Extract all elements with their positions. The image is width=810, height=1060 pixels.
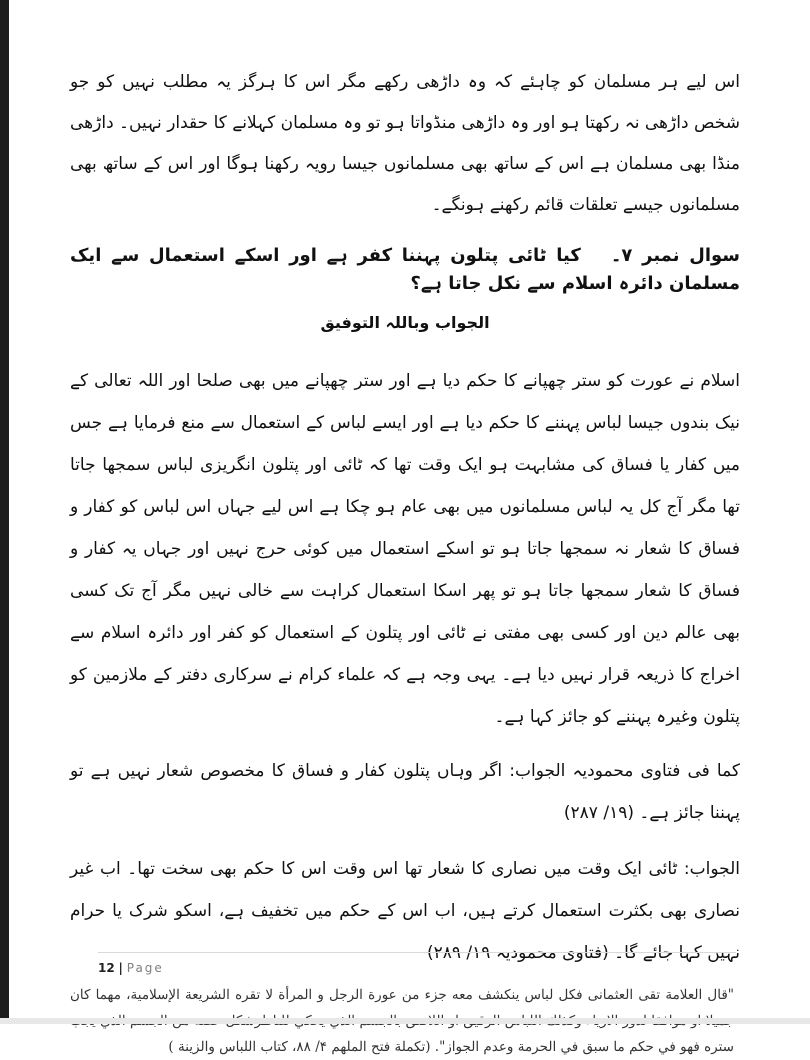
- page-number: 12: [98, 961, 115, 975]
- bottom-frame-edge: [0, 1018, 810, 1024]
- question-text: کیا ٹائی پتلون پہننا کفر ہے اور اسکے استعمال سے ایک مسلمان دائرہ اسلام سے نکل جاتا ہے؟: [70, 245, 740, 294]
- answer-heading: الجواب وباللہ التوفیق: [320, 313, 490, 332]
- question-line: [70, 242, 740, 298]
- intro-paragraph: اس لیے ہر مسلمان کو چاہئے کہ وہ داڑھی رکھے مگر اس کا ہرگز یہ مطلب نہیں کو جو شخص داڑھی نہ رکھتا ہو اور وہ داڑھی منڈواتا ہو تو وہ مسلمان کہلانے کا حقدار نہیں۔ داڑھی منڈا بھی مسلمان ہے اس کے ساتھ بھی مسلمانوں جیسا رویہ رکھنا ہوگا اور اس کے ساتھ بھی مسلمانوں جیسے تعلقات قائم رکھنے ہونگے۔: [70, 72, 740, 215]
- page-word: Page: [126, 961, 164, 975]
- page-number-label: [98, 961, 736, 975]
- fatwa-reference-2: الجواب: ٹائی ایک وقت میں نصاری کا شعار تھا اس وقت اس کا حکم بھی سخت تھا۔ اب غیر نصاری بھی بکثرت استعمال کرتے ہیں، اب اس کے حکم میں تخفیف ہے، اسکو شرک یا حرام نہیں کہا جائے گا۔ (فتاوی محمودیہ ۱۹/ ۲۸۹): [70, 859, 740, 963]
- footer-divider: [98, 952, 736, 953]
- arabic-quote: "قال العلامة تقی العثمانی فکل لباس ینکشف معه جزء من عورة الرجل و المرأة لا تقره الشريعة الإسلامية، مهما كان ستره فهو في حكم ما سبق في الحرمة وعدم الجواز". (تكملة فتح الملهم ۴/ ۸۸، كتاب اللباس والزينة ): [70, 987, 734, 1055]
- page-separator: |: [118, 961, 123, 975]
- document-page: [70, 62, 740, 1060]
- page-footer: [98, 952, 736, 975]
- question-label: سوال نمبر ۷۔: [610, 245, 740, 266]
- fatwa-reference-1: کما فی فتاوی محمودیہ الجواب: اگر وہاں پتلون کفار و فساق کا مخصوص شعار نہیں ہے تو پہننا جائز ہے۔ (۱۹/ ۲۸۷): [70, 761, 740, 823]
- answer-paragraph: اسلام نے عورت کو ستر چھپانے کا حکم دیا ہے اور ستر چھپانے میں بھی صلحا اور اللہ تعالی کے نیک بندوں جیسا لباس پہننے کا حکم دیا ہے اور ایسے لباس کے استعمال سے منع فرمایا ہے جس میں کفار یا فساق کی مشابہت ہو ایک وقت تھا کہ ٹائی اور پتلون انگریزی لباس سمجھا جاتا تھا مگر آج کل یہ لباس مسلمانوں میں بھی عام ہو چکا ہے اس لیے جہاں اس لباس کو کفار و فساق کا شعار نہ سمجھا جاتا ہو تو اسکے استعمال میں کوئی حرج نہیں اور جہاں یہ کفار و فساق کا شعار سمجھا جاتا ہو تو پھر اسکا استعمال کراہت سے خالی نہیں مگر آج تک کسی بھی عالم دین اور کسی بھی مفتی نے ٹائی اور پتلون کے استعمال کو کفر اور دائرہ اسلام سے اخراج کا ذریعہ قرار نہیں دیا ہے۔ یہی وجہ ہے کہ علماء کرام نے سرکاری دفتر کے ملازمین کو پتلون وغیرہ پہننے کو جائز کہا ہے۔: [70, 371, 740, 727]
- left-frame-edge: [0, 0, 9, 1024]
